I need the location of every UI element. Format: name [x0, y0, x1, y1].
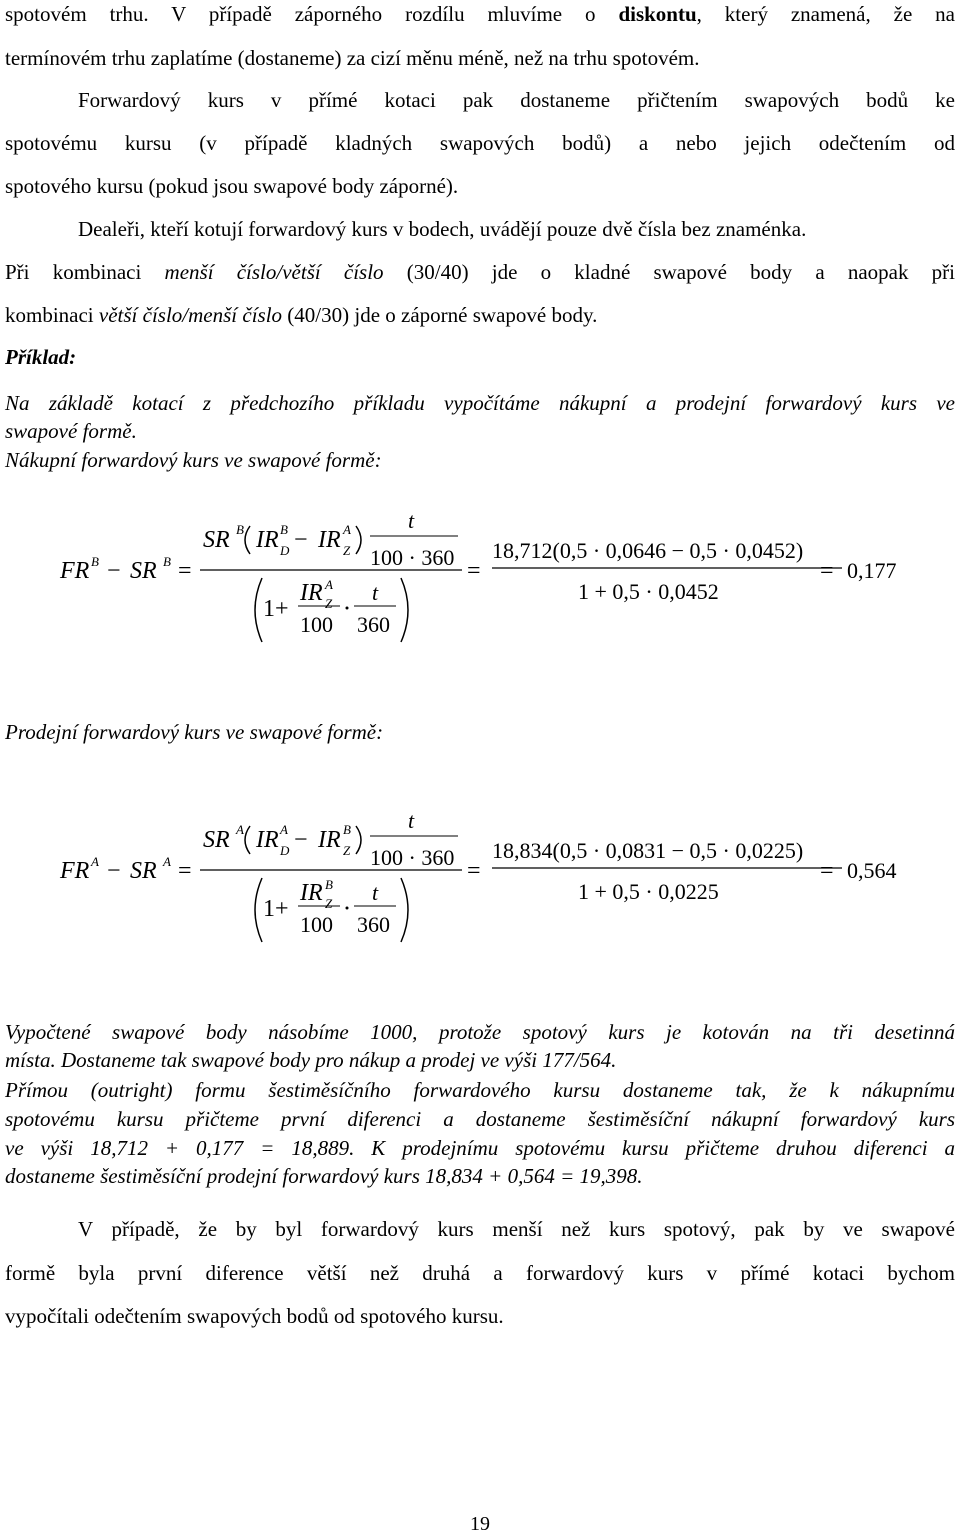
- svg-text:SR: SR: [203, 527, 230, 553]
- svg-text:1+: 1+: [263, 596, 289, 622]
- svg-text:A: A: [91, 854, 99, 869]
- text-line: Dealeři, kteří kotují forwardový kurs v bodech, uvádějí pouze dvě čísla bez znaménka.: [78, 217, 807, 241]
- text-line: formě byla první diference větší než druhá a forwardový kurs v přímé kotaci bychom: [5, 1261, 955, 1285]
- svg-text:=: =: [467, 558, 481, 584]
- svg-text:A: A: [325, 577, 333, 592]
- example-heading: Příklad:: [5, 345, 77, 369]
- svg-text:0,564: 0,564: [847, 858, 897, 883]
- svg-text:SR: SR: [130, 858, 157, 884]
- svg-text:A: A: [343, 522, 351, 537]
- svg-text:=: =: [178, 558, 192, 584]
- text-line: Přímou (outright) formu šestiměsíčního forwardového kursu dostaneme tak, že k nákupnímu: [5, 1078, 955, 1102]
- svg-text:t: t: [372, 580, 379, 605]
- svg-text:100 · 360: 100 · 360: [370, 545, 455, 570]
- svg-text:=: =: [178, 858, 192, 884]
- svg-text:100: 100: [300, 912, 333, 937]
- svg-text:A: A: [280, 822, 288, 837]
- text-line: spotovém trhu. V případě záporného rozdílu mluvíme o diskontu, který znamená, že na: [5, 2, 955, 26]
- svg-text:Z: Z: [343, 543, 351, 558]
- svg-text:IR: IR: [318, 827, 341, 853]
- svg-text:=: =: [820, 858, 834, 884]
- text-line: swapové formě.: [5, 419, 137, 443]
- svg-text:t: t: [408, 808, 415, 833]
- svg-text:Z: Z: [343, 843, 351, 858]
- text-line: termínovém trhu zaplatíme (dostaneme) za cizí měnu méně, než na trhu spotovém.: [5, 46, 700, 70]
- svg-text:−: −: [294, 527, 308, 553]
- svg-text:0,177: 0,177: [847, 558, 897, 583]
- svg-text:t: t: [372, 880, 379, 905]
- text-line: spotovému kursu přičteme první diferenci a dostaneme šestiměsíční nákupní forwardový kurs: [5, 1107, 955, 1131]
- svg-text:FR: FR: [60, 858, 90, 884]
- text-line: Vypočtené swapové body násobíme 1000, protože spotový kurs je kotován na tři desetinná: [5, 1020, 955, 1044]
- text-line: V případě, že by byl forwardový kurs menší než kurs spotový, pak by ve swapové: [78, 1217, 955, 1241]
- svg-text:Z: Z: [325, 896, 333, 911]
- svg-text:IR: IR: [300, 880, 323, 906]
- svg-text:B: B: [91, 554, 99, 569]
- svg-text:−: −: [107, 558, 121, 584]
- svg-text:A: A: [236, 822, 244, 837]
- svg-text:D: D: [280, 543, 290, 558]
- svg-text:B: B: [325, 877, 333, 892]
- svg-text:1 + 0,5 · 0,0225: 1 + 0,5 · 0,0225: [578, 879, 719, 904]
- svg-text:360: 360: [357, 612, 390, 637]
- svg-text:−: −: [107, 858, 121, 884]
- svg-text:B: B: [236, 522, 244, 537]
- svg-text:−: −: [294, 827, 308, 853]
- text-line: kombinaci větší číslo/menší číslo (40/30) jde o záporné swapové body.: [5, 303, 598, 327]
- text-line: vypočítali odečtením swapových bodů od spotového kursu.: [5, 1304, 504, 1328]
- svg-text:IR: IR: [300, 580, 323, 606]
- buy-heading: Nákupní forwardový kurs ve swapové formě:: [5, 448, 382, 472]
- bold-term: diskontu: [618, 2, 697, 26]
- text-line: Při kombinaci menší číslo/větší číslo (30/40) jde o kladné swapové body a naopak při: [5, 260, 955, 284]
- text-line: spotového kursu (pokud jsou swapové body záporné).: [5, 174, 459, 198]
- svg-text:=: =: [820, 558, 834, 584]
- svg-text:18,712(0,5 · 0,0646 − 0,5 · 0,: 18,712(0,5 · 0,0646 − 0,5 · 0,0452): [492, 538, 804, 563]
- svg-text:18,834(0,5 · 0,0831 − 0,5 · 0,: 18,834(0,5 · 0,0831 − 0,5 · 0,0225): [492, 838, 804, 863]
- svg-text:FR: FR: [60, 558, 90, 584]
- svg-text:100: 100: [300, 612, 333, 637]
- svg-text:1+: 1+: [263, 896, 289, 922]
- svg-text:B: B: [163, 554, 171, 569]
- svg-text:B: B: [280, 522, 288, 537]
- text-line: místa. Dostaneme tak swapové body pro nákup a prodej ve výši 177/564.: [5, 1048, 617, 1072]
- svg-text:Z: Z: [325, 596, 333, 611]
- page-number: 19: [470, 1513, 490, 1535]
- svg-text:A: A: [163, 854, 171, 869]
- svg-text:D: D: [280, 843, 290, 858]
- formula-sell: [0, 790, 960, 960]
- text-line: ve výši 18,712 + 0,177 = 18,889. K prodejnímu spotovému kursu přičteme druhou diferenci a: [5, 1136, 955, 1160]
- svg-text:360: 360: [357, 912, 390, 937]
- svg-text:=: =: [467, 858, 481, 884]
- svg-text:100 · 360: 100 · 360: [370, 845, 455, 870]
- formula-buy: [0, 490, 960, 660]
- sell-heading: Prodejní forwardový kurs ve swapové formě:: [5, 720, 384, 744]
- svg-text:IR: IR: [256, 527, 279, 553]
- text-line: Na základě kotací z předchozího příkladu vypočítáme nákupní a prodejní forwardový kurs ve: [5, 391, 955, 415]
- text-line: Forwardový kurs v přímé kotaci pak dostaneme přičtením swapových bodů ke: [78, 88, 955, 112]
- svg-text:SR: SR: [130, 558, 157, 584]
- svg-text:1 + 0,5 · 0,0452: 1 + 0,5 · 0,0452: [578, 579, 719, 604]
- svg-text:SR: SR: [203, 827, 230, 853]
- svg-text:t: t: [408, 508, 415, 533]
- svg-text:IR: IR: [256, 827, 279, 853]
- text-line: spotovému kursu (v případě kladných swapových bodů) a nebo jejich odečtením od: [5, 131, 955, 155]
- text-line: dostaneme šestiměsíční prodejní forwardový kurs 18,834 + 0,564 = 19,398.: [5, 1164, 643, 1188]
- svg-text:B: B: [343, 822, 351, 837]
- svg-text:IR: IR: [318, 527, 341, 553]
